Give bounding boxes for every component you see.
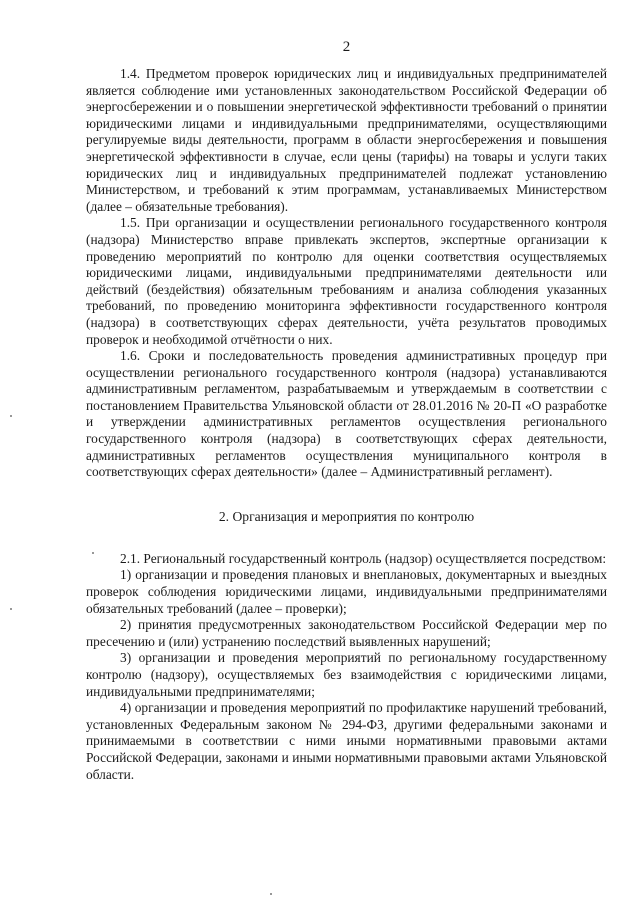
paragraph-1-6: 1.6. Сроки и последовательность проведения административных процедур при осуществлении регионального государственного контроля (надзора) устанавливаются административным регламентом, разрабатываемым и утверждаемым в соответствии с постановлением Правительства Ульяновской области от 28.01.2016 № 20-П «О разработке и утверждении административных регламентов осуществления регионального государственного контроля (надзора) в соответствующих сферах деятельности, административных регламентов осуществления муниципального контроля в соответствующих сферах деятельности» (далее – Административный регламент). xyxy=(86,348,607,480)
list-item-3: 3) организации и проведения мероприятий по региональному государственному контролю (надзору), осуществляемых без взаимодействия с юридическими лицами, индивидуальными предпринимателями; xyxy=(86,650,607,699)
page-number: 2 xyxy=(342,39,351,55)
paragraph-1-5: 1.5. При организации и осуществлении регионального государственного контроля (надзора) Министерство вправе привлекать экспертов, экспертные организации к проведению мероприятий по контролю для оценки соответствия осуществляемых юридическими лицами, индивидуальными предпринимателями деятельности или действий (бездействия) обязательным требованиям и анализа соблюдения указанных требований, по проведению мониторинга эффективности государственного контроля (надзора) в соответствующих сферах деятельности, учёта результатов проводимых проверок и необходимой отчётности о них. xyxy=(86,215,607,347)
scan-speck xyxy=(270,893,272,895)
list-item-2: 2) принятия предусмотренных законодательством Российской Федерации мер по пресечению и (или) устранению последствий выявленных нарушений; xyxy=(86,617,607,649)
list-item-1: 1) организации и проведения плановых и внеплановых, документарных и выездных проверок соблюдения юридическими лицами, индивидуальными предпринимателями обязательных требований (далее – проверки); xyxy=(86,567,607,616)
paragraph-2-1: 2.1. Региональный государственный контроль (надзор) осуществляется посредством: xyxy=(120,550,607,566)
scan-speck xyxy=(92,552,94,554)
scan-speck xyxy=(10,415,12,417)
section-2-heading: 2. Организация и мероприятия по контролю xyxy=(218,508,475,524)
scan-speck xyxy=(10,608,12,610)
list-item-4: 4) организации и проведения мероприятий по профилактике нарушений требований, установленных Федеральным законом № 294-ФЗ, другими федеральными законами и принимаемыми в соответствии с ними иными нормативными правовыми актами Российской Федерации, законами и иными нормативными правовыми актами Ульяновской области. xyxy=(86,700,607,782)
paragraph-1-4: 1.4. Предметом проверок юридических лиц и индивидуальных предпринимателей является соблюдение ими установленных законодательством Российской Федерации об энергосбережении и о повышении энергетической эффективности требований о принятии юридическими лицами и индивидуальными предпринимателями, осуществляющими регулируемые виды деятельности, программ в области энергосбережения и повышения энергетической эффективности в случае, если цены (тарифы) на товары и услуги таких юридических лиц и индивидуальных предпринимателей подлежат установлению Министерством, и требований к этим программам, устанавливаемых Министерством (далее – обязательные требования). xyxy=(86,66,607,214)
